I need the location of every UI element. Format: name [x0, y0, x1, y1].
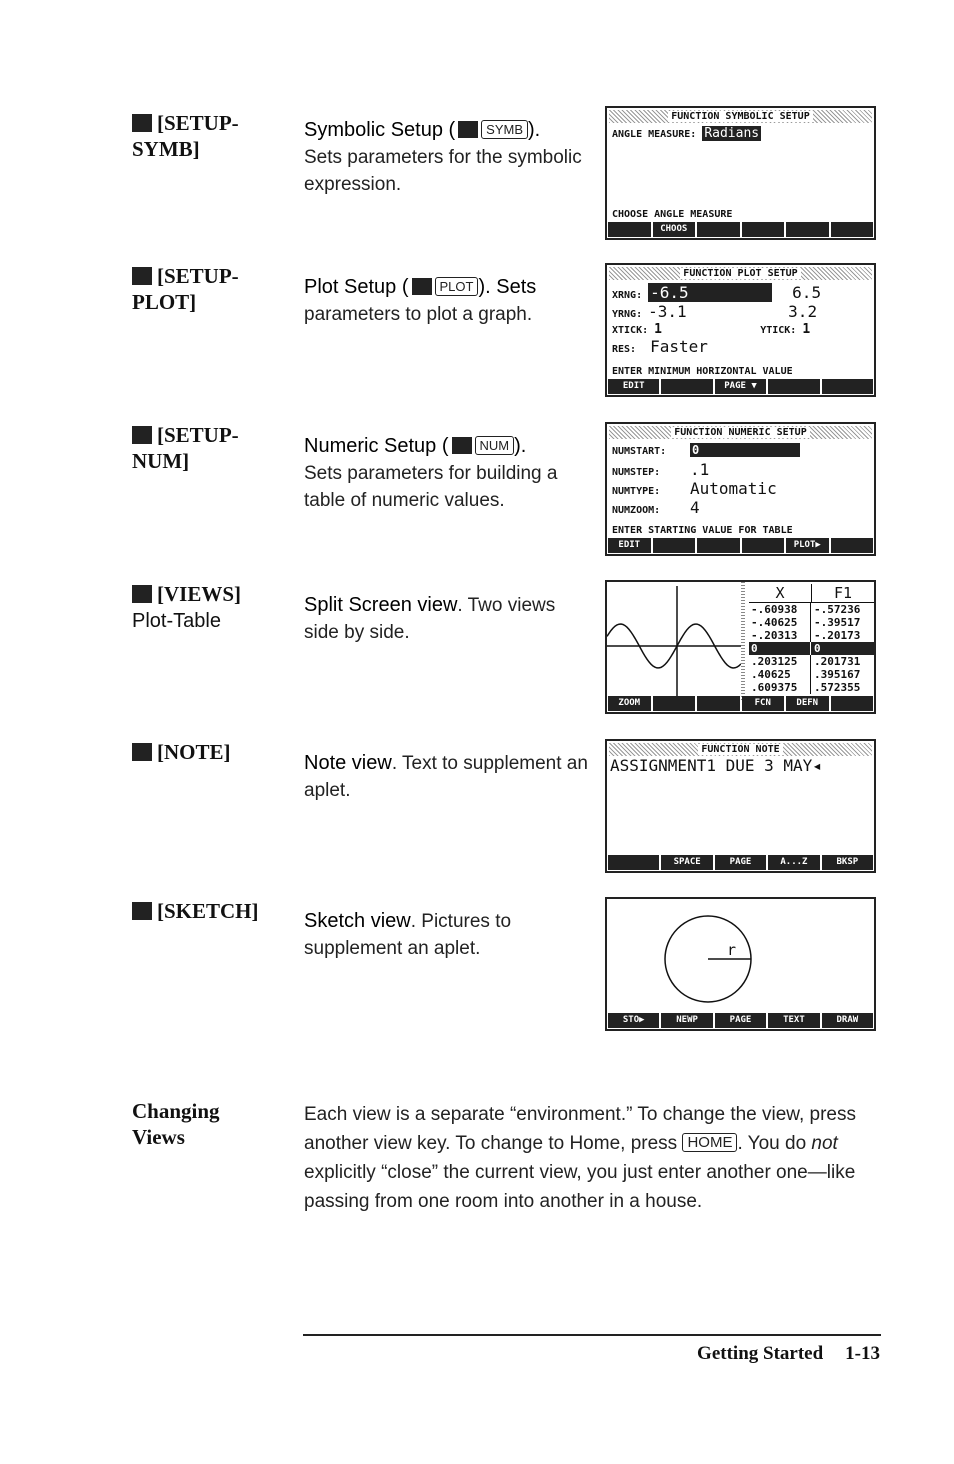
x-cell: -.40625: [749, 616, 811, 629]
x-cell: .40625: [749, 668, 811, 681]
note-view-desc: Note view. Text to supplement an aplet.: [304, 752, 588, 801]
key-sketch: [SKETCH]: [132, 898, 292, 924]
table-row: [749, 655, 874, 668]
split-screen-desc: Split Screen view. Two views side by side.: [304, 594, 556, 643]
x-cell: .609375: [749, 681, 811, 694]
plot-setup-screen: FUNCTION PLOT SETUP XRNG: -6.5 6.5 YRNG: -3.1 3.2 XTICK: 1 YTICK: 1 RES: Faster ENTER MINIMUM HORIZONTAL VALUE EDIT PAGE ▼: [605, 263, 876, 397]
plot-keycap: PLOT: [435, 277, 479, 296]
page-footer: [697, 1343, 880, 1365]
sketch-view-desc: Sketch view. Pictures to supplement an aplet.: [304, 910, 512, 959]
split-screen-screen: [605, 580, 876, 714]
changing-views-heading: Changing Views: [132, 1099, 220, 1149]
shift-key-icon: [132, 426, 152, 444]
scroll-right-icon: ◂: [812, 756, 822, 775]
f1-cell: .395167: [814, 668, 861, 681]
softkey-menu: SPACE PAGE A...Z BKSP: [608, 855, 873, 870]
softkey-menu: STO▶ NEWP PAGE TEXT DRAW: [608, 1013, 873, 1028]
table-row: [749, 616, 874, 629]
key-setup-num: [SETUP- NUM]: [132, 423, 239, 473]
split-divider: [741, 582, 745, 700]
f1-cell: .572355: [814, 681, 861, 694]
shift-key-icon: [132, 114, 152, 132]
shift-key-icon: [132, 267, 152, 285]
num-keycap: NUM: [475, 436, 515, 455]
shift-key-icon: [458, 121, 478, 138]
note-view-screen: FUNCTION NOTE ASSIGNMENT1 DUE 3 MAY◂ SPACE PAGE A...Z BKSP: [605, 739, 876, 873]
f1-cell: -.39517: [814, 616, 861, 629]
footer-section: Getting Started: [697, 1343, 824, 1364]
shift-key-icon: [132, 743, 152, 761]
symb-keycap: SYMB: [481, 120, 528, 139]
table-row: [749, 681, 874, 694]
shift-key-icon: [412, 278, 432, 295]
sketch-drawing: [607, 899, 874, 1013]
changing-views-body: Each view is a separate “environment.” To change the view, press another view key. To change to Home, press HOME . You do not explicitly “close” the current view, you just enter another one—like passing from one room into another in a house.: [304, 1104, 856, 1212]
footer-rule: [303, 1334, 881, 1336]
page-number: 1-13: [845, 1343, 880, 1364]
shift-key-icon: [132, 585, 152, 603]
shift-key-icon: [132, 902, 152, 920]
numeric-setup-screen: FUNCTION NUMERIC SETUP NUMSTART: 0 NUMSTEP: .1 NUMTYPE: Automatic NUMZOOM: 4 ENTER STARTING VALUE FOR TABLE EDIT PLOT▶: [605, 422, 876, 556]
plot-setup-desc: Plot Setup ( PLOT ). Sets parameters to plot a graph.: [304, 276, 537, 325]
table-row: [749, 629, 874, 642]
table-row: [749, 668, 874, 681]
shift-key-icon: [452, 437, 472, 454]
numeric-table: X F1 -.60938 -.57236 -.40625 -.39517 -.20313 -.20173 0 0 .203125 .201731 .40625 .395167 .609375 .572355: [749, 584, 874, 694]
numeric-setup-desc: Numeric Setup ( NUM ). Sets parameters for building a table of numeric values.: [304, 435, 558, 511]
key-views: [VIEWS] Plot-Table: [132, 582, 242, 632]
key-setup-symb: [SETUP- SYMB]: [132, 111, 239, 161]
softkey-menu: ZOOM FCN DEFN: [608, 696, 873, 711]
table-row: [749, 642, 874, 655]
x-cell: .203125: [749, 655, 811, 668]
x-cell: -.60938: [749, 603, 811, 616]
key-note: [NOTE]: [132, 739, 292, 765]
table-row: [749, 603, 874, 616]
softkey-menu: CHOOS: [608, 222, 873, 237]
symbolic-setup-desc: Symbolic Setup ( SYMB ). Sets parameters for the symbolic expression.: [304, 119, 582, 195]
sketch-view-screen: [605, 897, 876, 1031]
f1-cell: -.20173: [814, 629, 861, 642]
f1-cell: .201731: [814, 655, 861, 668]
x-cell: -.20313: [749, 629, 811, 642]
f1-cell: 0: [814, 642, 821, 655]
f1-cell: -.57236: [814, 603, 861, 616]
symbolic-setup-screen: FUNCTION SYMBOLIC SETUP ANGLE MEASURE: Radians CHOOSE ANGLE MEASURE CHOOS: [605, 106, 876, 240]
function-plot: [607, 582, 741, 700]
radius-label: r: [727, 941, 737, 959]
key-setup-plot: [SETUP- PLOT]: [132, 264, 239, 314]
home-keycap: HOME: [682, 1133, 737, 1152]
softkey-menu: EDIT PAGE ▼: [608, 379, 873, 394]
softkey-menu: EDIT PLOT▶: [608, 538, 873, 553]
x-cell: 0: [749, 642, 811, 655]
